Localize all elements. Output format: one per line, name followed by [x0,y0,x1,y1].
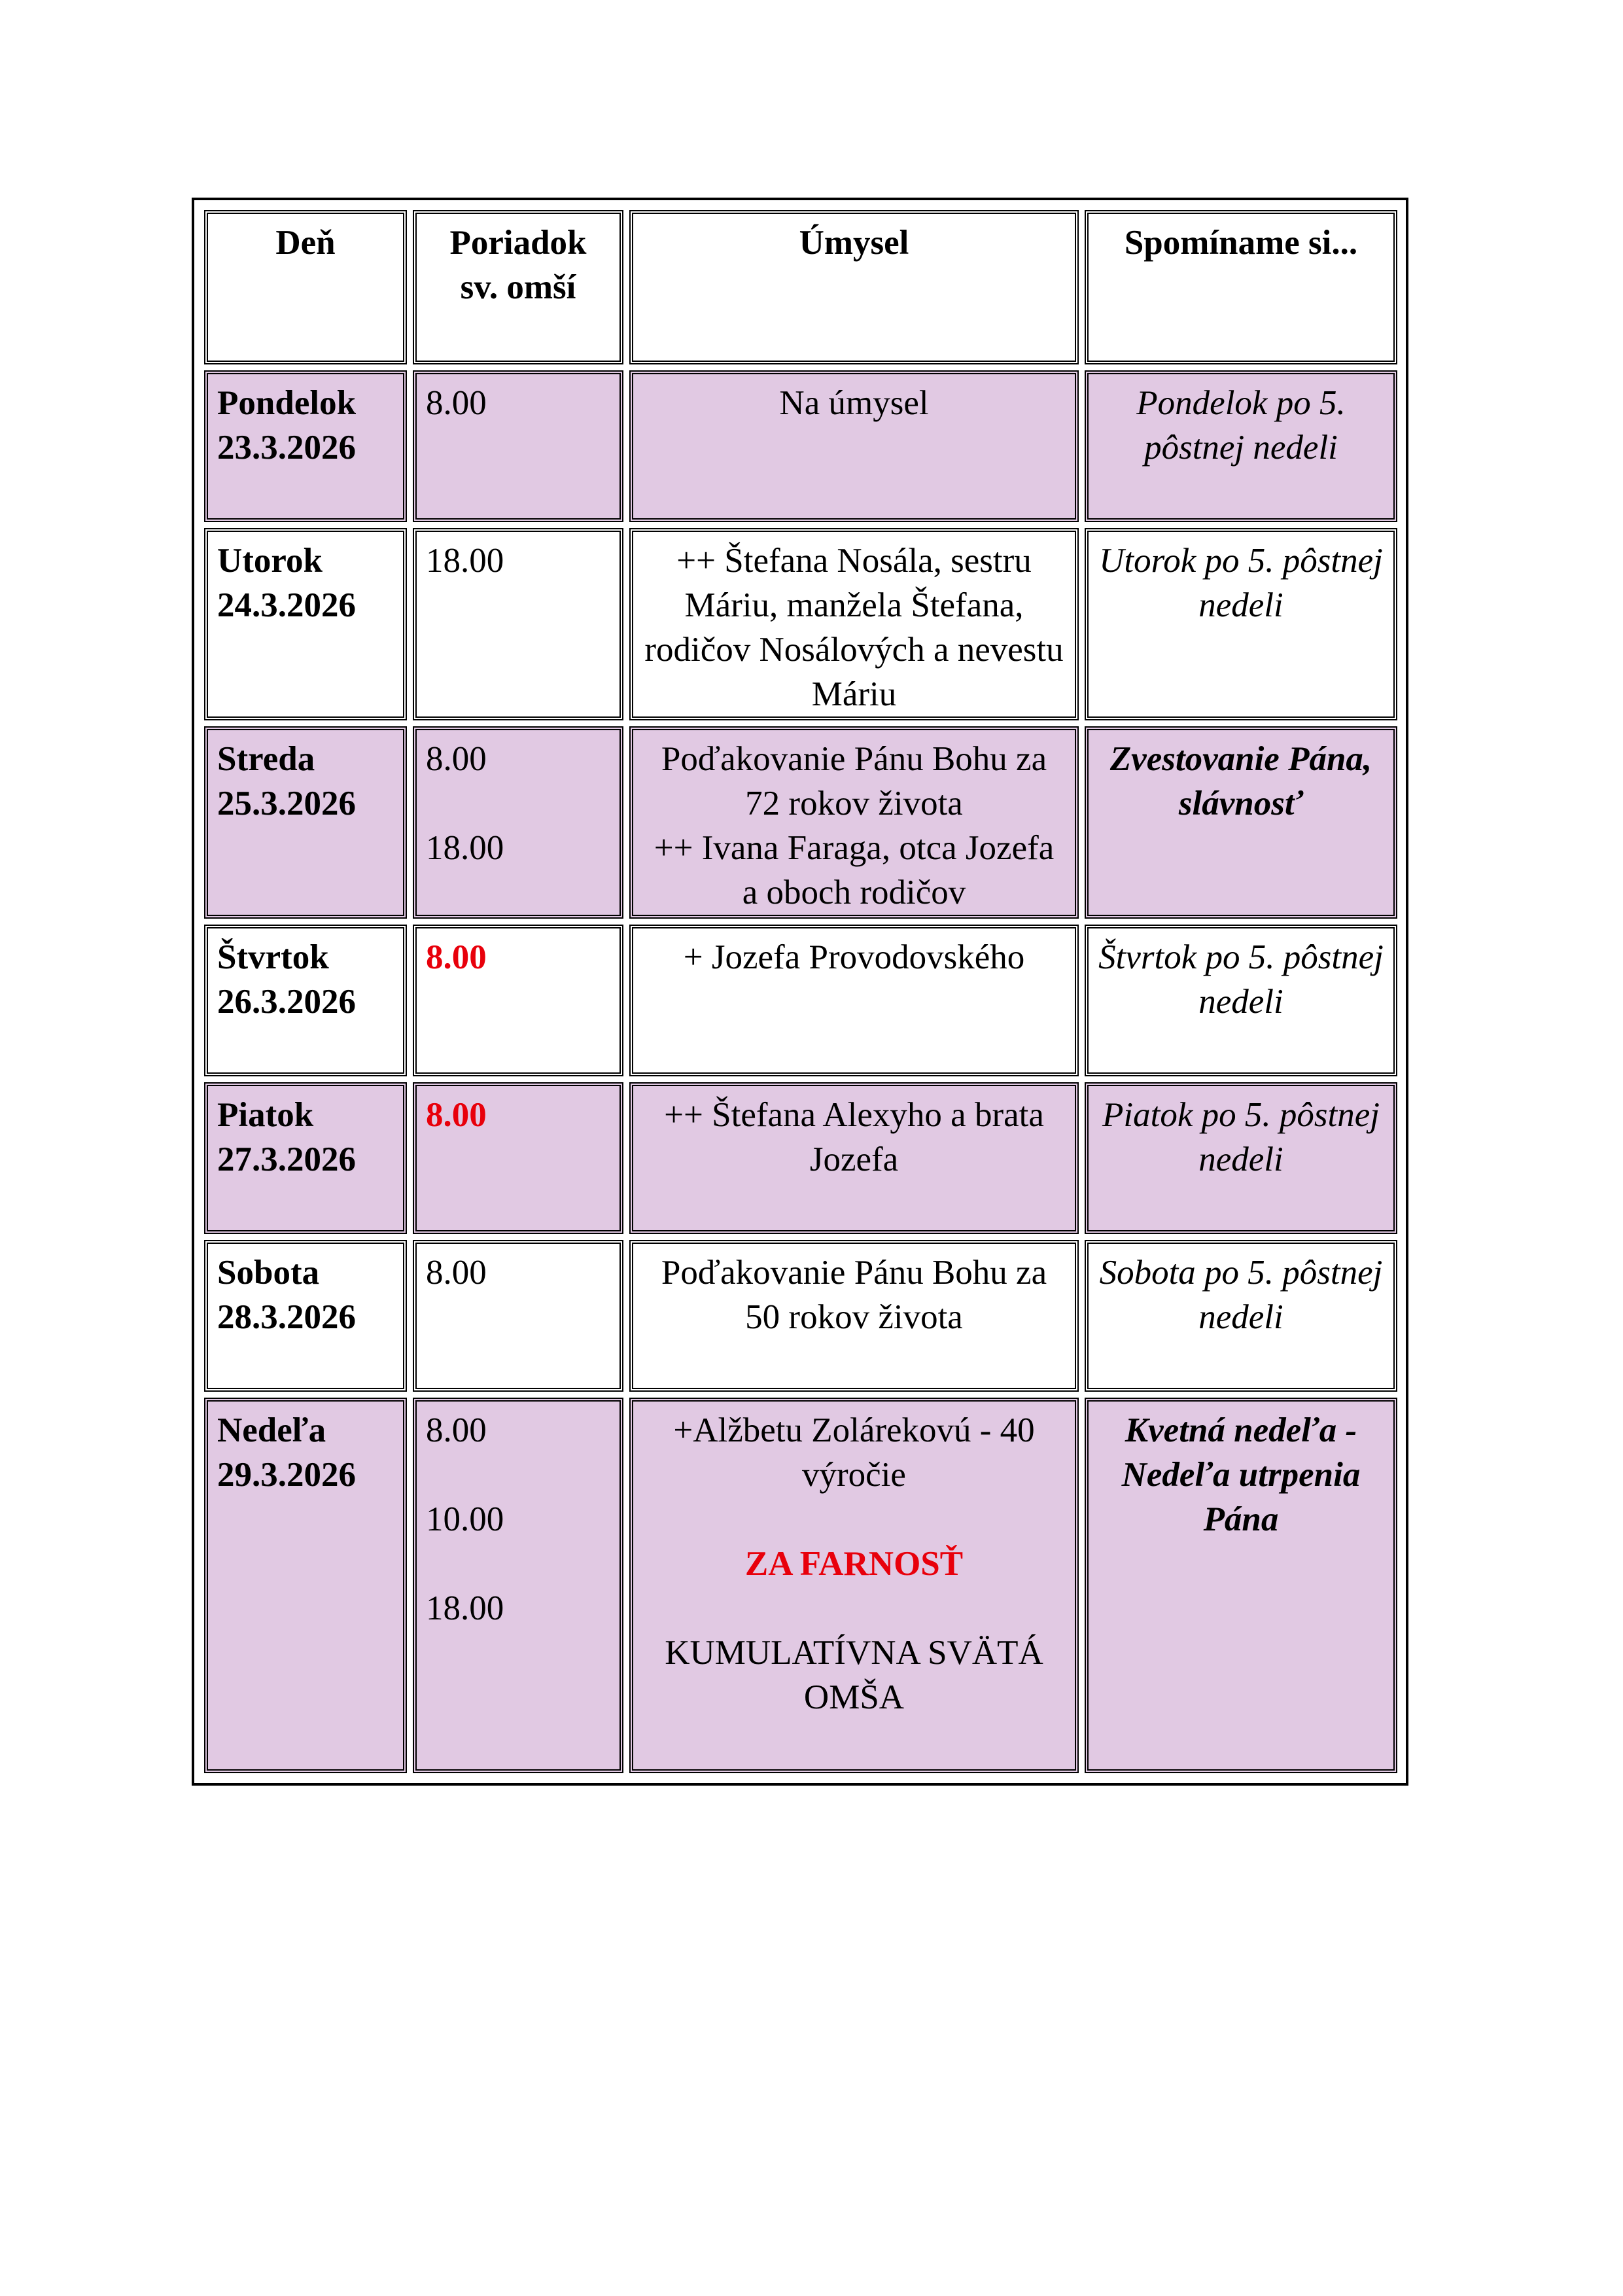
table-row [204,370,1397,522]
day-date: 24.3.2026 [217,586,356,624]
mass-time: 10.00 [426,1500,504,1538]
day-cell [204,1240,407,1392]
time-cell [413,925,623,1076]
intention-text: Poďakovanie Pánu Bohu za 72 rokov života [661,740,1047,822]
mass-time: 8.00 [426,1411,487,1449]
mass-schedule-table [198,204,1403,1779]
mass-time: 18.00 [426,1589,504,1627]
table-row [204,528,1397,720]
memorial-cell: Utorok po 5. pôstnej nedeli [1085,528,1397,720]
intention-text: KUMULATÍVNA SVÄTÁ OMŠA [665,1634,1043,1716]
memorial-cell: Zvestovanie Pána, slávnosť [1085,726,1397,919]
mass-time: 18.00 [426,542,504,580]
mass-time: 8.00 [426,740,487,778]
day-date: 29.3.2026 [217,1456,356,1494]
day-cell [204,925,407,1076]
schedule-table-frame [192,198,1408,1786]
memorial-cell: Pondelok po 5. pôstnej nedeli [1085,370,1397,522]
time-cell [413,726,623,919]
time-cell [413,528,623,720]
header-intention: Úmysel [629,210,1079,364]
day-name: Piatok [217,1096,314,1134]
intention-text: Na úmysel [779,384,929,422]
day-name: Utorok [217,542,323,580]
day-date: 27.3.2026 [217,1140,356,1178]
intention-cell [629,1240,1079,1392]
intention-cell [629,925,1079,1076]
day-name: Nedeľa [217,1411,326,1449]
table-row [204,1082,1397,1234]
intention-text: + Jozefa Provodovského [683,938,1025,976]
mass-time: 8.00 [426,938,487,976]
memorial-cell: Štvrtok po 5. pôstnej nedeli [1085,925,1397,1076]
header-memorial: Spomíname si... [1085,210,1397,364]
mass-time: 18.00 [426,829,504,867]
intention-cell [629,1082,1079,1234]
intention-text: Poďakovanie Pánu Bohu za 50 rokov života [661,1254,1047,1336]
day-date: 25.3.2026 [217,785,356,822]
day-cell [204,726,407,919]
intention-text-parish: ZA FARNOSŤ [744,1545,964,1583]
mass-time: 8.00 [426,384,487,422]
day-name: Sobota [217,1254,320,1292]
intention-cell [629,1398,1079,1773]
header-day: Deň [204,210,407,364]
intention-cell [629,370,1079,522]
intention-text: ++ Štefana Nosála, sestru Máriu, manžela Štefana, rodičov Nosálových a nevestu Máriu [644,542,1064,713]
time-cell [413,370,623,522]
intention-text: ++ Ivana Faraga, otca Jozefa a oboch rodičov [654,829,1055,911]
table-row [204,1240,1397,1392]
intention-text: +Alžbetu Zolárekovú - 40 výročie [673,1411,1035,1494]
intention-text: ++ Štefana Alexyho a brata Jozefa [664,1096,1044,1178]
day-cell [204,370,407,522]
intention-cell [629,528,1079,720]
memorial-cell: Piatok po 5. pôstnej nedeli [1085,1082,1397,1234]
day-name: Pondelok [217,384,357,422]
time-cell [413,1240,623,1392]
day-name: Štvrtok [217,938,329,976]
memorial-cell: Kvetná nedeľa - Nedeľa utrpenia Pána [1085,1398,1397,1773]
day-date: 26.3.2026 [217,983,356,1021]
day-cell [204,1398,407,1773]
table-header-row [204,210,1397,364]
day-name: Streda [217,740,315,778]
memorial-cell: Sobota po 5. pôstnej nedeli [1085,1240,1397,1392]
header-schedule: Poriadok sv. omší [413,210,623,364]
day-date: 28.3.2026 [217,1298,356,1336]
table-row [204,1398,1397,1773]
day-cell [204,528,407,720]
mass-time: 8.00 [426,1254,487,1292]
day-cell [204,1082,407,1234]
time-cell [413,1398,623,1773]
table-row [204,726,1397,919]
mass-time: 8.00 [426,1096,487,1134]
time-cell [413,1082,623,1234]
table-row [204,925,1397,1076]
intention-cell [629,726,1079,919]
day-date: 23.3.2026 [217,429,356,467]
